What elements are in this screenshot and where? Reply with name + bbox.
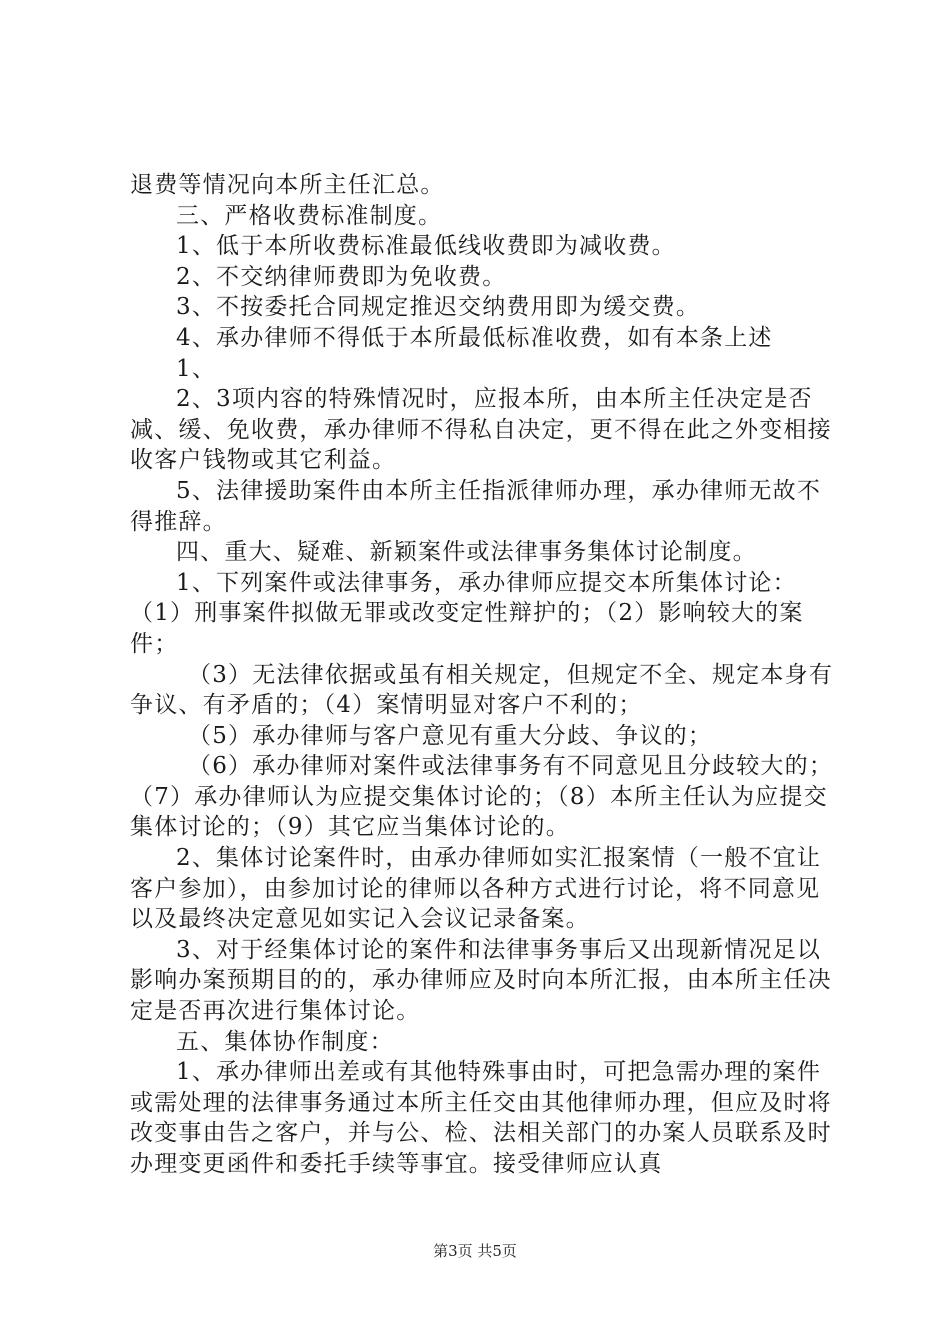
section-heading: 四、重大、疑难、新颖案件或法律事务集体讨论制度。 bbox=[176, 539, 757, 566]
section-heading: 三、严格收费标准制度。 bbox=[176, 202, 443, 229]
paragraph: （3）无法律依据或虽有相关规定，但规定不全、规定本身有争议、有矛盾的；（4）案情明显对客户不利的； bbox=[130, 661, 834, 719]
paragraph: 1、承办律师出差或有其他特殊事由时，可把急需办理的案件或需处理的法律事务通过本所主任交由其他律师办理，但应及时将改变事由告之客户，并与公、检、法相关部门的办案人员联系及时办理变更函件和委托手续等事宜。接受律师应认真 bbox=[130, 1059, 832, 1177]
paragraph: （6）承办律师对案件或法律事务有不同意见且分歧较大的；（7）承办律师认为应提交集体讨论的；（8）本所主任认为应提交集体讨论的；（9）其它应当集体讨论的。 bbox=[130, 753, 834, 841]
paragraph: 5、法律援助案件由本所主任指派律师办理，承办律师无故不得推辞。 bbox=[130, 477, 822, 535]
page-number-footer: 第3页 共5页 bbox=[433, 1242, 517, 1260]
paragraph: 2、不交纳律师费即为免收费。 bbox=[176, 263, 507, 290]
paragraph: 1、下列案件或法律事务，承办律师应提交本所集体讨论：（1）刑事案件拟做无罪或改变定性辩护的；（2）影响较大的案件； bbox=[130, 569, 804, 657]
paragraph: 4、承办律师不得低于本所最低标准收费，如有本条上述 bbox=[176, 324, 773, 351]
paragraph: 3、不按委托合同规定推迟交纳费用即为缓交费。 bbox=[176, 294, 701, 321]
paragraph: 2、3项内容的特殊情况时，应报本所，由本所主任决定是否减、缓、免收费，承办律师不得私自决定，更不得在此之外变相接收客户钱物或其它利益。 bbox=[130, 386, 832, 474]
section-heading: 五、集体协作制度： bbox=[176, 1028, 394, 1055]
paragraph: 退费等情况向本所主任汇总。 bbox=[130, 172, 445, 198]
document-body bbox=[130, 170, 835, 1180]
paragraph: 1、 bbox=[176, 355, 217, 382]
paragraph: （5）承办律师与客户意见有重大分歧、争议的； bbox=[188, 722, 713, 749]
paragraph: 2、集体讨论案件时，由承办律师如实汇报案情（一般不宜让客户参加），由参加讨论的律师以各种方式进行讨论，将不同意见以及最终决定意见如实记入会议记录备案。 bbox=[130, 845, 822, 933]
paragraph: 3、对于经集体讨论的案件和法律事务事后又出现新情况足以影响办案预期目的的，承办律师应及时向本所汇报，由本所主任决定是否再次进行集体讨论。 bbox=[130, 936, 832, 1025]
paragraph: 1、低于本所收费标准最低线收费即为减收费。 bbox=[176, 233, 676, 260]
